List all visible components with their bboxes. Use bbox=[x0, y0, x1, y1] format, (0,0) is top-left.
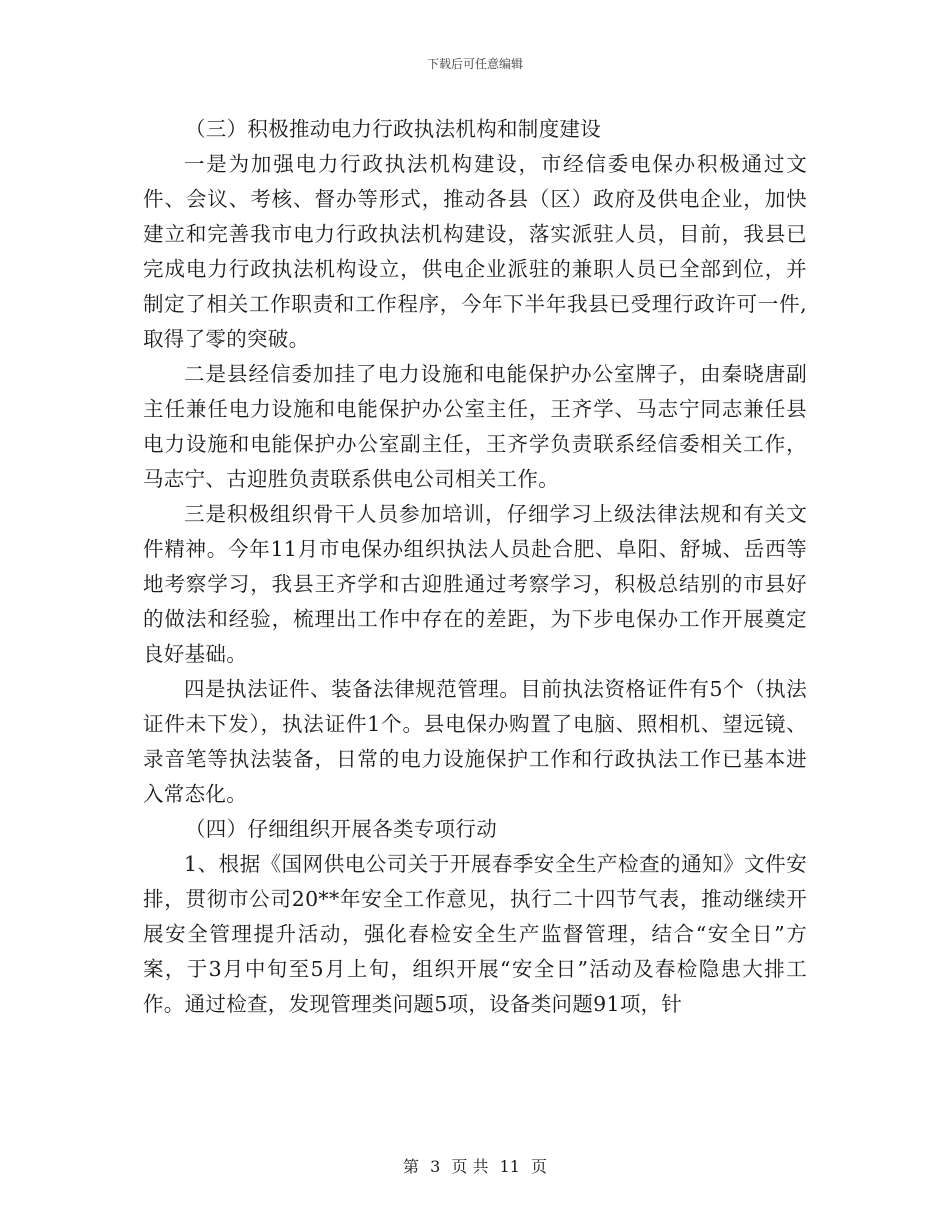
paragraph: 二是县经信委加挂了电力设施和电能保护办公室牌子，由秦晓唐副主任兼任电力设施和电能保护办公室主任，王齐学、马志宁同志兼任县电力设施和电能保护办公室副主任，王齐学负责联系经信委相关工作，马志宁、古迎胜负责联系供电公司相关工作。 bbox=[143, 362, 807, 491]
footer-middle: 页 共 bbox=[451, 1157, 489, 1176]
section-heading: （四）仔细组织开展各类专项行动 bbox=[185, 817, 497, 841]
paragraph: 三是积极组织骨干人员参加培训，仔细学习上级法律法规和有关文件精神。今年11月市电保办组织执法人员赴合肥、阜阳、舒城、岳西等地考察学习，我县王齐学和古迎胜通过考察学习，积极总结别的市县好的做法和经验，梳理出工作中存在的差距，为下步电保办工作开展奠定良好基础。 bbox=[143, 502, 807, 666]
paragraph: 四是执法证件、装备法律规范管理。目前执法资格证件有5个（执法证件未下发），执法证件1个。县电保办购置了电脑、照相机、望远镜、录音笔等执法装备，日常的电力设施保护工作和行政执法工作已基本进入常态化。 bbox=[143, 677, 807, 806]
paragraph: 1、根据《国网供电公司关于开展春季安全生产检查的通知》文件安排，贯彻市公司20**年安全工作意见，执行二十四节气表，推动继续开展安全管理提升活动，强化春检安全生产监督管理，结合“安全日”方案，于3月中旬至5月上旬，组织开展“安全日”活动及春检隐患大排工作。通过检查，发现管理类问题5项，设备类问题91项，针 bbox=[143, 852, 807, 1016]
page-footer bbox=[0, 1154, 950, 1177]
paragraph: 一是为加强电力行政执法机构建设，市经信委电保办积极通过文件、会议、考核、督办等形式，推动各县（区）政府及供电企业，加快建立和完善我市电力行政执法机构建设，落实派驻人员，目前，我县已完成电力行政执法机构设立，供电企业派驻的兼职人员已全部到位，并制定了相关工作职责和工作程序，今年下半年我县已受理行政许可一件,取得了零的突破。 bbox=[143, 152, 807, 351]
current-page-number: 3 bbox=[430, 1157, 441, 1176]
page-header-note: 下载后可任意编辑 bbox=[426, 57, 523, 71]
footer-suffix: 页 bbox=[531, 1157, 548, 1176]
document-body bbox=[143, 112, 807, 1022]
footer-prefix: 第 bbox=[402, 1157, 419, 1176]
total-page-count: 11 bbox=[499, 1157, 520, 1176]
section-heading: （三）积极推动电力行政执法机构和制度建设 bbox=[185, 117, 601, 141]
